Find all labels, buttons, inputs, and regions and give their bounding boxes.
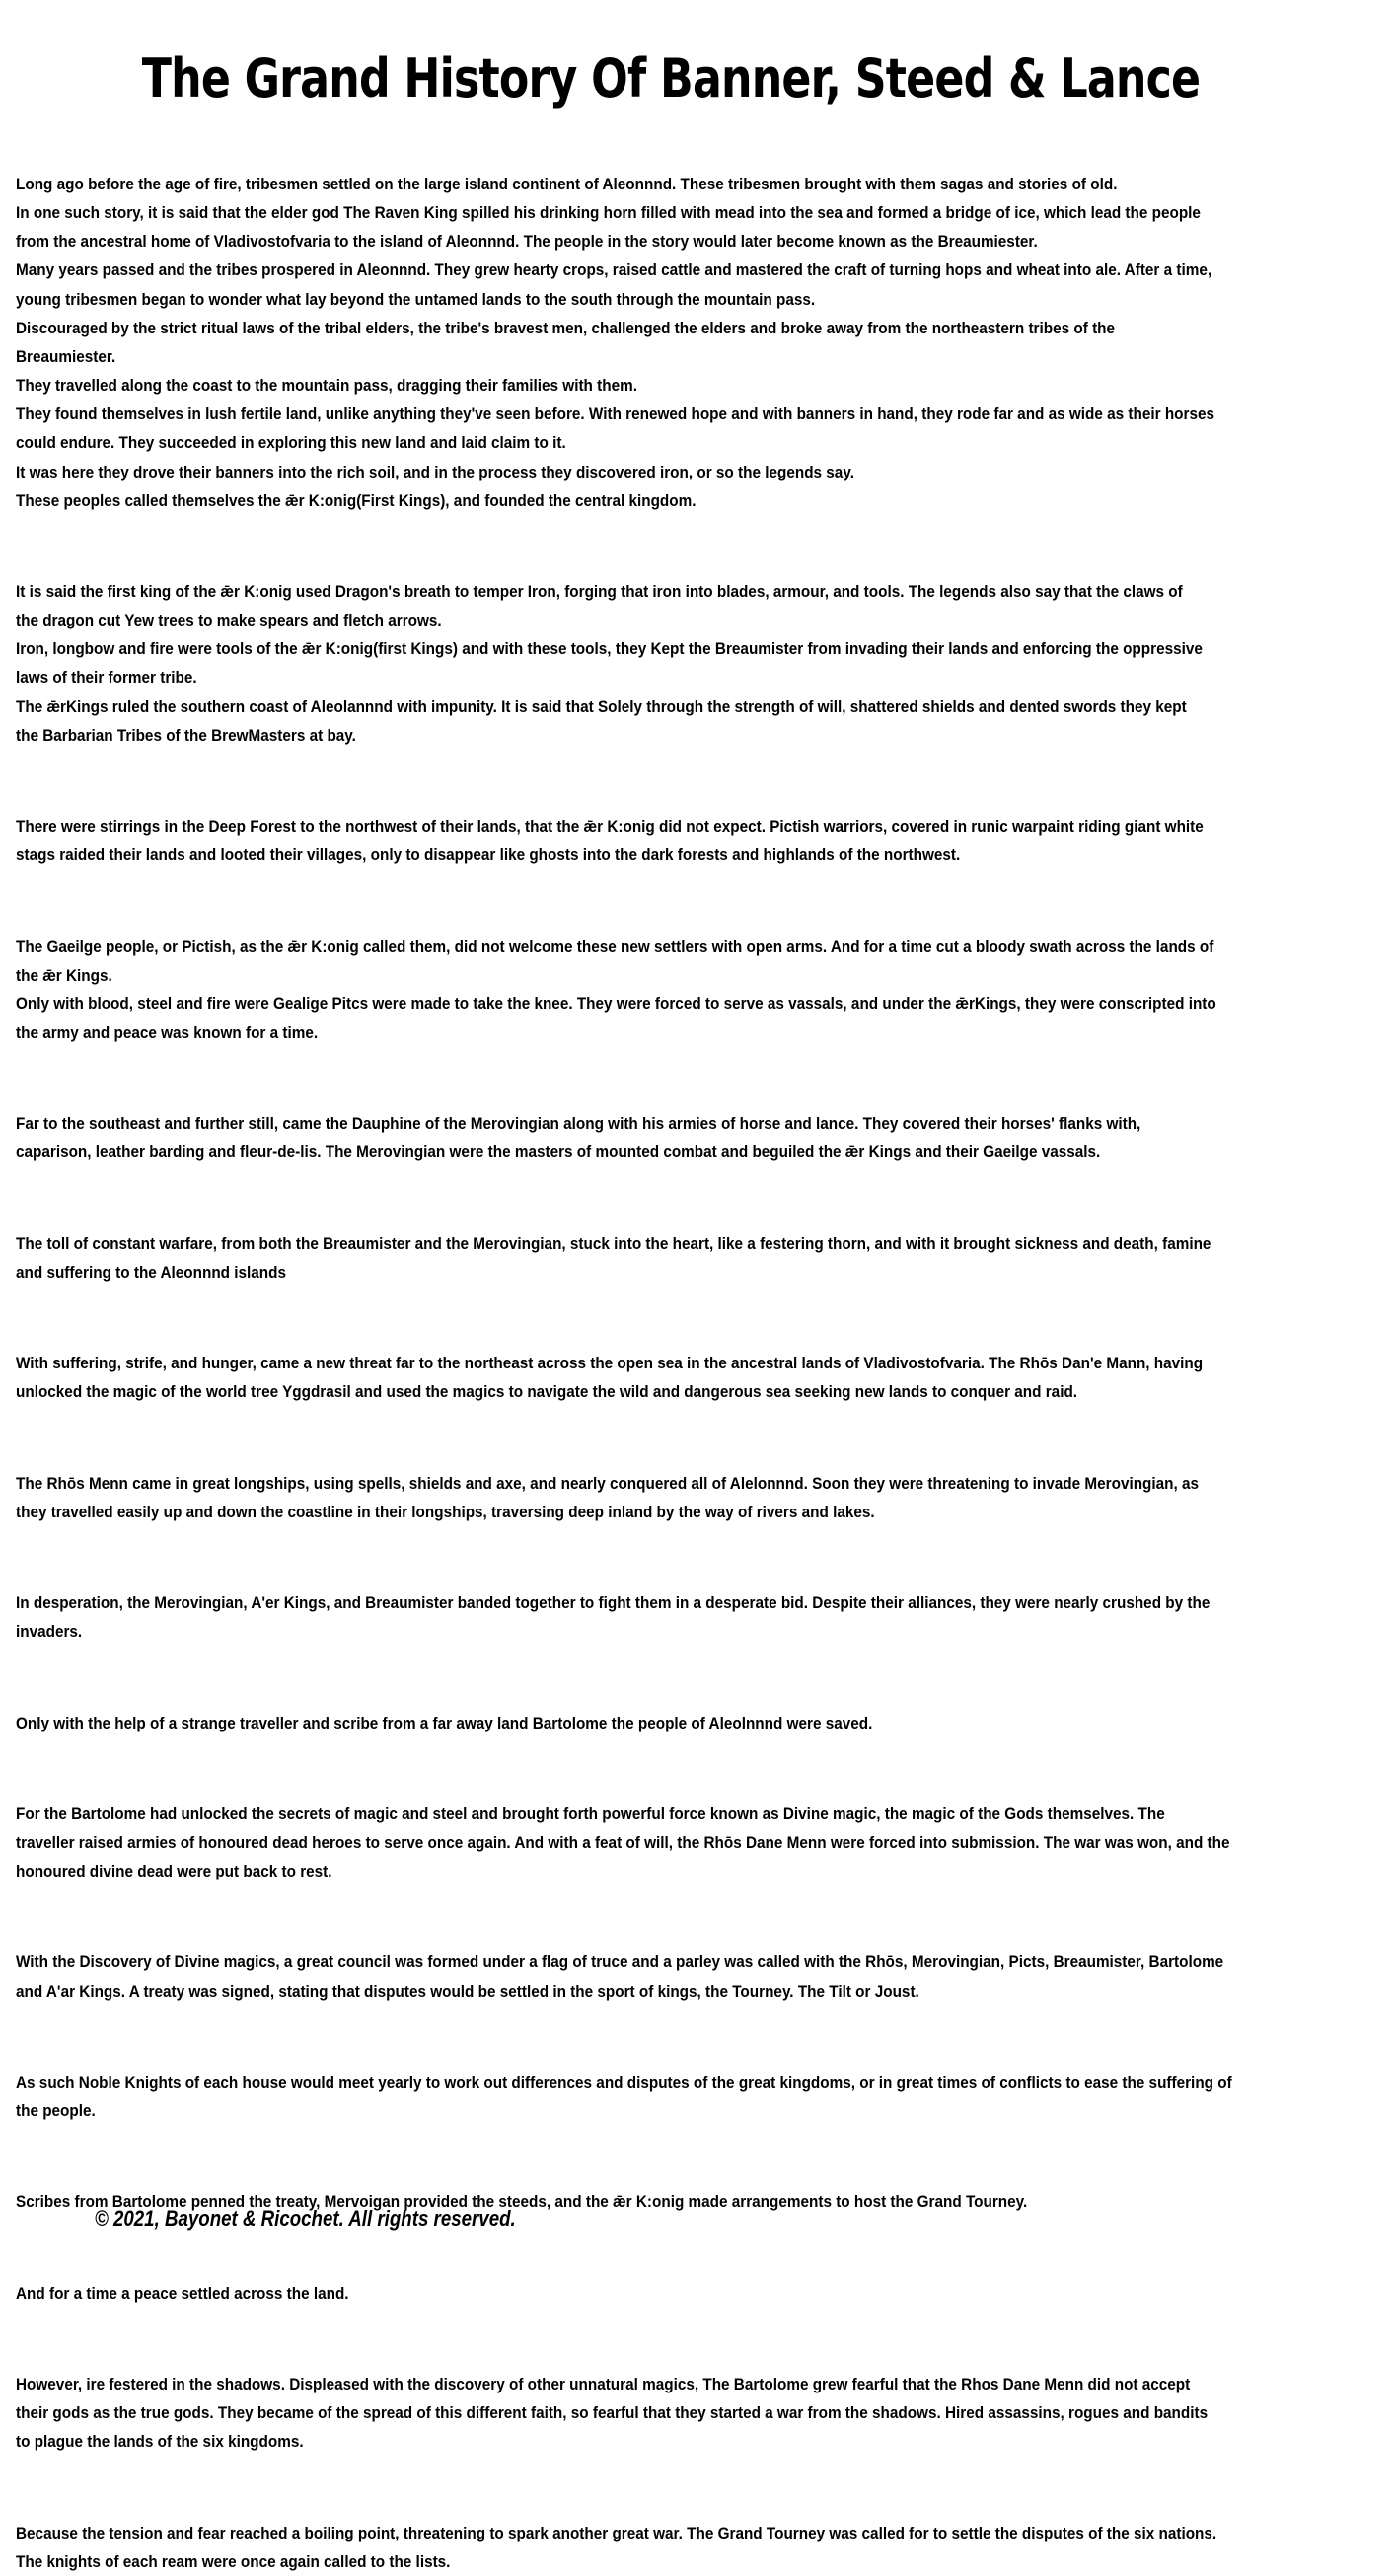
paragraph-spacer bbox=[16, 886, 1374, 915]
body-paragraph: The Gaeilge people, or Pictish, as the ǣr K:onig called them, did not welcome these new settlers with open arms. And for a time cut a bloody swath across the lands of the ǣr Kings. bbox=[16, 936, 1214, 985]
body-paragraph: However, ire festered in the shadows. Displeased with the discovery of other unnatural magics, The Bartolome grew fearful that the Rhos Dane Menn did not accept their gods as the true gods. They became of the spread of this different faith, so fearful that they started a war from the shadows. Hired assassins, rogues and bandits to plague the lands of the six kingdoms. bbox=[16, 2374, 1209, 2452]
body-paragraph: As such Noble Knights of each house would meet yearly to work out differences and disputes of the great kingdoms, or in great times of conflicts to ease the suffering of the people. bbox=[16, 2072, 1232, 2121]
paragraph-spacer bbox=[16, 1902, 1374, 1931]
paragraph-spacer bbox=[16, 2142, 1374, 2171]
body-paragraph: It was here they drove their banners into the rich soil, and in the process they discovered iron, or so the legends say. bbox=[16, 462, 854, 481]
paragraph-spacer bbox=[16, 532, 1374, 560]
paragraph-spacer bbox=[16, 2023, 1374, 2051]
body-paragraph: There were stirrings in the Deep Forest to the northwest of their lands, that the ǣr K:onig did not expect. Pictish warriors, covered in runic warpaint riding giant white stags raided their lands and looted their villages, only to disappear like ghosts into the dark forests and highlands of the northwest. bbox=[16, 817, 1204, 865]
paragraph-spacer bbox=[16, 2234, 1374, 2262]
copyright-footer: © 2021, Bayonet & Ricochet. All rights reserved. bbox=[95, 2206, 516, 2231]
body-paragraph: In one such story, it is said that the elder god The Raven King spilled his drinking horn filled with mead into the sea and formed a bridge of ice, which lead the people from the ancestral home of Vladivostofvaria to the island of Aleonnnd. The people in the story would later become known as the Breaumiester. bbox=[16, 203, 1201, 252]
paragraph-spacer bbox=[16, 1754, 1374, 1783]
body-paragraph: Scribes from Bartolome penned the treaty, Mervoigan provided the steeds, and the ǣr K:onig made arrangements to host the Grand Tourney. bbox=[16, 2192, 1028, 2212]
body-paragraph: Discouraged by the strict ritual laws of the tribal elders, the tribe's bravest men, challenged the elders and broke away from the northeastern tribes of the Breaumiester. bbox=[16, 318, 1116, 366]
page-title: The Grand History Of Banner, Steed & Lance bbox=[141, 47, 1201, 110]
body-paragraph: The ǣrKings ruled the southern coast of Aleolannnd with impunity. It is said that Solely through the strength of will, shattered shields and dented swords they kept the Barbarian Tribes of the BrewMasters at bay. bbox=[16, 697, 1187, 745]
paragraph-spacer bbox=[16, 1303, 1374, 1332]
body-paragraph: Many years passed and the tribes prospered in Aleonnnd. They grew hearty crops, raised cattle and mastered the craft of turning hops and wheat into ale. After a time, young tribesmen began to wonder what lay beyond the untamed lands to the south through the mountain pass. bbox=[16, 260, 1212, 309]
body-paragraph: For the Bartolome had unlocked the secrets of magic and steel and brought forth powerful force known as Divine magic, the magic of the Gods themselves. The traveller raised armies of honoured dead heroes to serve once again. And with a feat of will, the Rhōs Dane Menn were forced into submission. The war was won, and the honoured divine dead were put back to rest. bbox=[16, 1803, 1230, 1881]
body-paragraph: They travelled along the coast to the mountain pass, dragging their families with them. bbox=[16, 376, 637, 396]
body-paragraph: Because the tension and fear reached a boiling point, threatening to spark another great war. The Grand Tourney was called for to settle the disputes of the six nations. The knights of each ream were once again called to the lists. bbox=[16, 2523, 1217, 2571]
body-paragraph: Long ago before the age of fire, tribesmen settled on the large island continent of Aleonnnd. These tribesmen brought with them sagas and stories of old. bbox=[16, 175, 1118, 193]
body-paragraph: These peoples called themselves the ǣr K:onig(First Kings), and founded the central kingdom. bbox=[16, 490, 697, 510]
paragraph-spacer bbox=[16, 1424, 1374, 1452]
paragraph-spacer bbox=[16, 1662, 1374, 1691]
body-paragraph: Only with blood, steel and fire were Gealige Pitcs were made to take the knee. They were forced to serve as vassals, and under the ǣrKings, they were conscripted into the army and peace was known for a time. bbox=[16, 994, 1216, 1043]
paragraph-spacer bbox=[16, 1064, 1374, 1092]
paragraph-spacer bbox=[16, 1184, 1374, 1213]
body-paragraph: And for a time a peace settled across the land. bbox=[16, 2283, 349, 2303]
body-paragraph: With suffering, strife, and hunger, came a new threat far to the northeast across the open sea in the ancestral lands of Vladivostofvaria. The Rhōs Dan'e Mann, having unlocked the magic of the world tree Yggdrasil and used the magics to navigate the wild and dangerous sea seeking new lands to conquer and raid. bbox=[16, 1354, 1204, 1402]
paragraph-spacer bbox=[16, 2324, 1374, 2353]
body-paragraph: The Rhōs Menn came in great longships, using spells, shields and axe, and nearly conquered all of Alelonnnd. Soon they were threatening to invade Merovingian, as they travelled easily up and down the coastline in their longships, traversing deep inland by the way of rivers and lakes. bbox=[16, 1473, 1200, 1521]
paragraph-spacer bbox=[16, 2472, 1374, 2501]
body-paragraph: In desperation, the Merovingian, A'er Kings, and Breaumister banded together to fight them in a desperate bid. Despite their alliances, they were nearly crushed by the invaders. bbox=[16, 1593, 1211, 1642]
body-paragraph: The toll of constant warfare, from both the Breaumister and the Merovingian, stuck into the heart, like a festering thorn, and with it brought sickness and death, famine and suffering to the Aleonnnd islands bbox=[16, 1233, 1211, 1282]
body-paragraph: Only with the help of a strange traveller and scribe from a far away land Bartolome the people of Aleolnnnd were saved. bbox=[16, 1713, 873, 1732]
paragraph-spacer bbox=[16, 767, 1374, 795]
body-paragraph: It is said the first king of the ǣr K:onig used Dragon's breath to temper Iron, forging that iron into blades, armour, and tools. The legends also say that the claws of the dragon cut Yew trees to make spears and fletch arrows. bbox=[16, 582, 1183, 630]
body-paragraph: They found themselves in lush fertile land, unlike anything they've seen before. With renewed hope and with banners in hand, they rode far and as wide as their horses could endure. They succeeded in exploring this new land and laid claim to it. bbox=[16, 405, 1215, 453]
body-paragraph: Iron, longbow and fire were tools of the ǣr K:onig(first Kings) and with these tools, they Kept the Breaumister from invading their lands and enforcing the oppressive laws of their former tribe. bbox=[16, 639, 1203, 688]
paragraph-spacer bbox=[16, 1543, 1374, 1572]
body-paragraph: Far to the southeast and further still, came the Dauphine of the Merovingian along with his armies of horse and lance. They covered their horses' flanks with, caparison, leather barding and fleur-de-lis. The Merovingian were the masters of mounted combat and beguiled the ǣr Kings and their Gaeilge vassals. bbox=[16, 1114, 1141, 1162]
body-paragraph: With the Discovery of Divine magics, a great council was formed under a flag of truce and a parley was called with the Rhōs, Merovingian, Picts, Breaumister, Bartolome and A'ar Kings. A treaty was signed, stating that disputes would be settled in the sport of kings, the Tourney. The Tilt or Joust. bbox=[16, 1952, 1224, 2001]
